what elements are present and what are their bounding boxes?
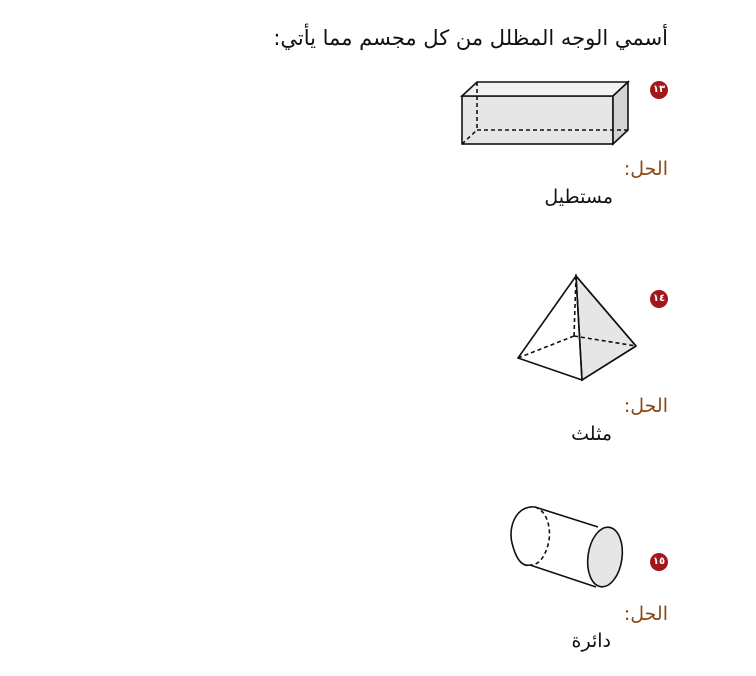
answer-text: دائرة	[571, 630, 611, 652]
question-number-badge: ١٥	[650, 553, 668, 571]
solution-label: الحل:	[623, 603, 668, 625]
instruction-text: أسمي الوجه المظلل من كل مجسم مما يأتي:	[273, 26, 668, 50]
solution-label: الحل:	[623, 158, 668, 180]
rectangular-prism-figure	[455, 78, 635, 150]
shaded-face	[584, 525, 626, 589]
shaded-face	[462, 96, 613, 144]
square-pyramid-figure	[512, 270, 642, 385]
cylinder-figure	[508, 503, 626, 591]
solution-label: الحل:	[623, 395, 668, 417]
question-number-badge: ١٣	[650, 81, 668, 99]
answer-text: مثلث	[571, 423, 612, 445]
question-number-badge: ١٤	[650, 290, 668, 308]
answer-text: مستطيل	[544, 186, 613, 208]
